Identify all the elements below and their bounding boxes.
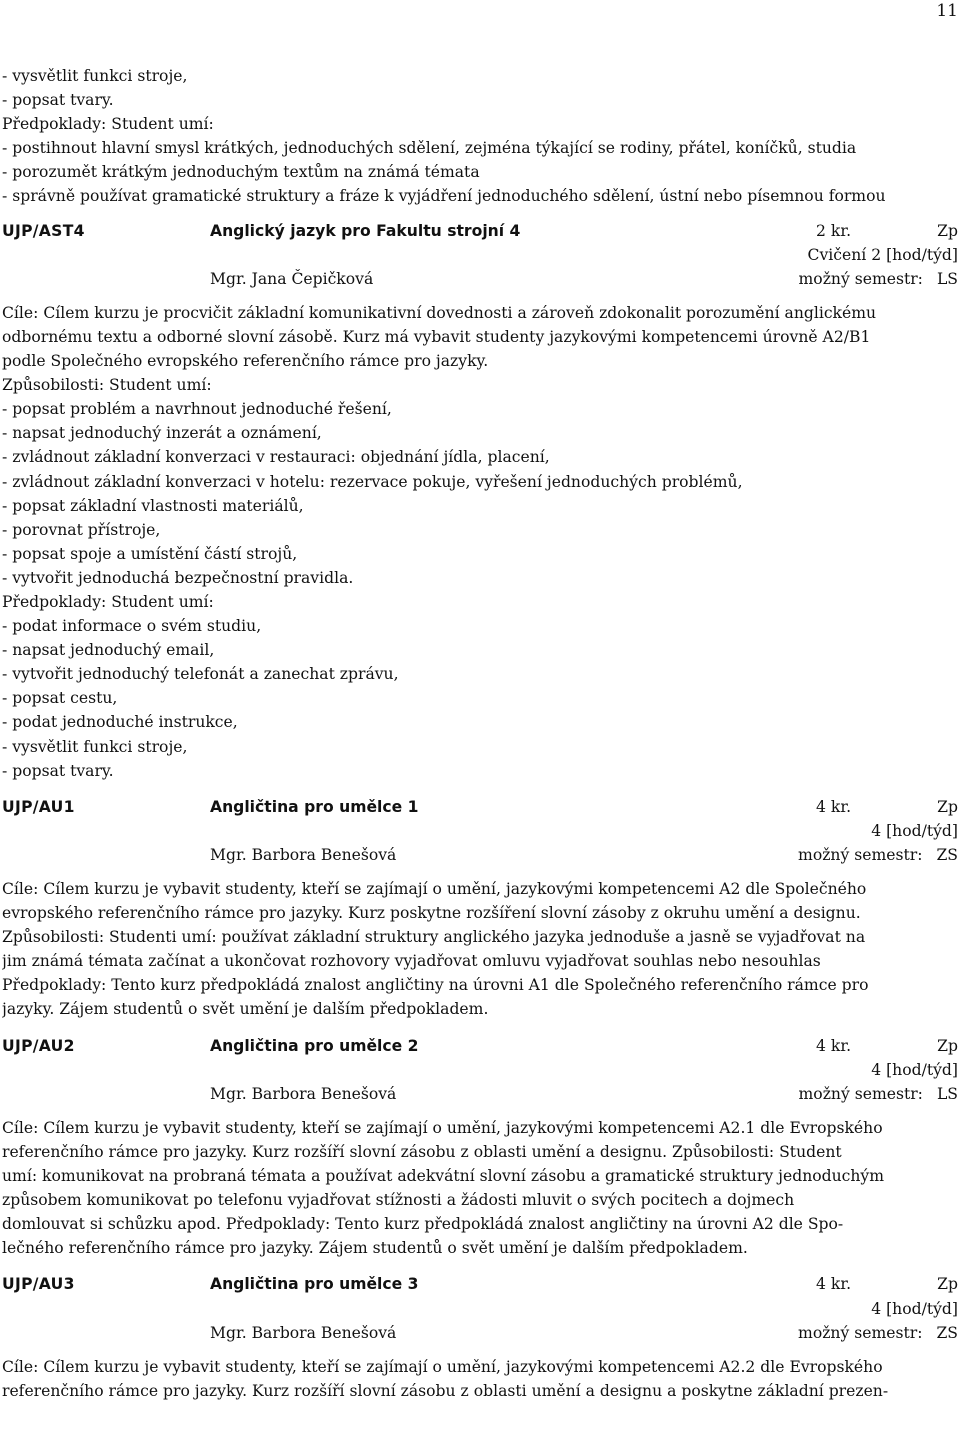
text-line: referenčního rámce pro jazyky. Kurz rozšíří slovní zásobu z oblasti umění a designu a poskytne základní prezen- [2,1381,889,1400]
course-credits: 4 kr. [816,797,852,816]
text-line: Způsobilosti: Studenti umí: používat základní struktury anglického jazyka jednoduše a jasně se vyjadřovat na [2,928,866,947]
course-hours: 4 [hod/týd] [871,1060,958,1079]
text-line: Cíle: Cílem kurzu je procvičit základní komunikativní dovednosti a zároveň zdokonalit porozumění anglickému [2,303,877,322]
text-line: jazyky. Zájem studentů o svět umění je dalším předpokladem. [2,1000,489,1019]
course-hours: 4 [hod/týd] [871,1299,958,1318]
text-line: - podat informace o svém studiu, [2,617,262,636]
text-line: - zvládnout základní konverzaci v restauraci: objednání jídla, placení, [2,448,550,467]
semester-label: možný semestr: [798,269,923,288]
course-completion: Zp [937,797,958,816]
text-line: - popsat problém a navrhnout jednoduché řešení, [2,400,392,419]
text-line: - napsat jednoduchý inzerát a oznámení, [2,424,322,443]
course-entry [2,1034,958,1261]
text-line: - zvládnout základní konverzaci v hotelu: rezervace pokuje, vyřešení jednoduchých problémů, [2,472,743,491]
text-line: domlouvat si schůzku apod. Předpoklady: Tento kurz předpokládá znalost angličtiny na úrovni A2 dle Spo- [2,1215,844,1234]
course-completion: Zp [937,221,958,240]
text-line: Způsobilosti: Student umí: [2,376,212,395]
course-title: Angličtina pro umělce 1 [210,797,419,816]
semester-info [799,1082,958,1106]
text-line: způsobem komunikovat po telefonu vyjadřovat stížnosti a žádosti mluvit o svých pocitech a dojmech [2,1191,795,1210]
course-credits: 4 kr. [816,1036,852,1055]
semester-info [798,1321,958,1345]
semester-value: LS [936,1084,958,1103]
semester-info [798,843,958,867]
semester-label: možný semestr: [798,1323,923,1342]
text-line: - vysvětlit funkci stroje, [2,67,188,85]
course-header [2,1272,958,1296]
semester-label: možný semestr: [798,1084,923,1103]
text-line: odbornému textu a odborné slovní zásobě. Kurz má vybavit studenty jazykovými kompetencemi úrovně A2/B1 [2,327,871,346]
course-teacher-row [2,1082,958,1106]
semester-value: ZS [936,1323,958,1342]
course-header [2,219,958,243]
teacher-name: Mgr. Jana Čepičková [210,269,374,288]
course-entry [2,795,958,1022]
text-line: - napsat jednoduchý email, [2,641,215,660]
text-line: - vytvořit jednoduchý telefonát a zanechat zprávu, [2,665,399,684]
text-line: Předpoklady: Tento kurz předpokládá znalost angličtiny na úrovni A1 dle Společného referenčního rámce pro [2,976,869,995]
teacher-name: Mgr. Barbora Benešová [210,845,397,864]
course-teacher-row [2,1321,958,1345]
text-line: - porozumět krátkým jednoduchým textům na známá témata [2,163,480,182]
course-code: UJP/AU3 [2,1275,75,1294]
text-line: - porovnat přístroje, [2,520,161,539]
text-line: - vytvořit jednoduchá bezpečnostní pravidla. [2,568,354,587]
page-number: 11 [936,1,958,21]
course-header [2,1034,958,1058]
course-credits: 2 kr. [816,221,852,240]
text-line: jim známá témata začínat a ukončovat rozhovory vyjadřovat omluvu vyjadřovat souhlas nebo nesouhlas [2,952,821,971]
text-line: evropského referenčního rámce pro jazyky. Kurz poskytne rozšíření slovní zásoby z okruhu umění a designu. [2,904,861,923]
course-entry [2,219,958,783]
text-line: - popsat spoje a umístění částí strojů, [2,544,298,563]
semester-value: LS [936,269,958,288]
text-line: - popsat tvary. [2,761,114,780]
text-line: - popsat tvary. [2,91,114,110]
teacher-name: Mgr. Barbora Benešová [210,1323,397,1342]
course-teacher-row [2,843,958,867]
course-title: Angličtina pro umělce 3 [210,1275,419,1294]
text-line: umí: komunikovat na probraná témata a používat adekvátní slovní zásobu a gramatické struktury jednoduchým [2,1167,885,1186]
page-content [2,64,958,1403]
text-line: - správně používat gramatické struktury a fráze k vyjádření jednoduchého sdělení, ústní nebo písemnou formou [2,187,886,206]
teacher-name: Mgr. Barbora Benešová [210,1084,397,1103]
course-header [2,795,958,819]
course-title: Anglický jazyk pro Fakultu strojní 4 [210,221,521,240]
course-code: UJP/AST4 [2,221,85,240]
course-code: UJP/AU1 [2,797,75,816]
course-completion: Zp [937,1275,958,1294]
text-line: podle Společného evropského referenčního rámce pro jazyky. [2,352,489,371]
course-hours: 4 [hod/týd] [871,821,958,840]
course-list [2,219,958,1403]
text-line: - postihnout hlavní smysl krátkých, jednoduchých sdělení, zejména týkající se rodiny, přátel, koníčků, studia [2,139,857,158]
course-code: UJP/AU2 [2,1036,75,1055]
text-line: - podat jednoduché instrukce, [2,713,238,732]
course-hours: Cvičení 2 [hod/týd] [807,245,958,264]
text-line: Cíle: Cílem kurzu je vybavit studenty, kteří se zajímají o umění, jazykovými kompetencemi A2.2 dle Evropského [2,1357,883,1376]
text-line: lečného referenčního rámce pro jazyky. Zájem studentů o svět umění je dalším předpokladem. [2,1239,748,1258]
semester-info [799,267,958,291]
intro-block [2,64,958,209]
semester-label: možný semestr: [798,845,923,864]
course-entry [2,1272,958,1402]
text-line: Cíle: Cílem kurzu je vybavit studenty, kteří se zajímají o umění, jazykovými kompetencemi A2.1 dle Evropského [2,1118,883,1137]
course-completion: Zp [937,1036,958,1055]
text-line: - vysvětlit funkci stroje, [2,737,188,756]
text-line: - popsat cestu, [2,689,118,708]
text-line: Předpoklady: Student umí: [2,115,214,134]
course-title: Angličtina pro umělce 2 [210,1036,419,1055]
course-teacher-row [2,267,958,291]
course-credits: 4 kr. [816,1275,852,1294]
text-line: - popsat základní vlastnosti materiálů, [2,496,304,515]
text-line: Předpoklady: Student umí: [2,592,214,611]
semester-value: ZS [936,845,958,864]
text-line: referenčního rámce pro jazyky. Kurz rozšíří slovní zásobu z oblasti umění a designu. Způsobilosti: Student [2,1142,842,1161]
text-line: Cíle: Cílem kurzu je vybavit studenty, kteří se zajímají o umění, jazykovými kompetencemi A2 dle Společného [2,880,867,898]
